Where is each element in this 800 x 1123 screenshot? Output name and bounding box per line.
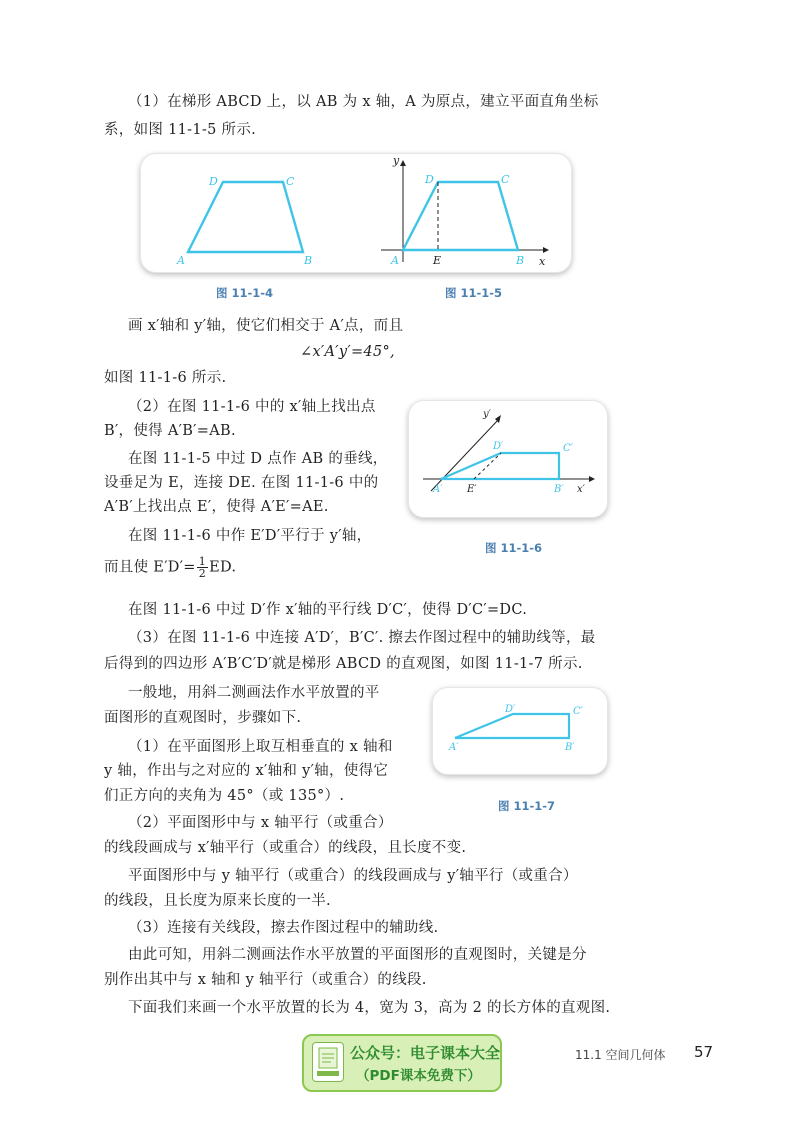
label-b: B [516,254,525,267]
label-a: A′ [433,484,443,495]
label-x: x [539,255,546,268]
paragraph-conclusion-line2: 别作出其中与 x 轴和 y 轴平行（或重合）的线段. [104,972,427,988]
paragraph-rule2-line2: 的线段画成与 x′轴平行（或重合）的线段，且长度不变. [104,840,467,856]
label-e: E′ [467,484,477,495]
banner-subtitle: （PDF课本免费下） [356,1068,481,1084]
label-e: E [433,254,442,267]
chapter-label: 11.1 空间几何体 [575,1048,666,1062]
label-y-prime: y′ [483,409,491,420]
label-a: A′ [449,742,459,753]
fraction-numerator: 1 [198,555,207,568]
ed-text-post: ED. [209,559,237,576]
figure-box-11-1-6 [408,400,608,518]
paragraph-rule3: （3）连接有关线段，擦去作图过程中的辅助线. [128,920,439,936]
fraction-half [197,556,208,579]
paragraph-dc-line: 在图 11-1-6 中过 D′作 x′轴的平行线 D′C′，使得 D′C′=DC. [128,602,528,618]
figure-box-11-1-7 [432,687,608,775]
label-a: A [391,254,399,267]
trapezoid-result [455,714,569,738]
paragraph-step1-line1: （1）在梯形 ABCD 上，以 AB 为 x 轴，A 为原点，建立平面直角坐标 [128,94,599,110]
y-prime-axis [431,419,499,491]
figure-11-1-7-drawing [433,688,607,774]
label-b: B′ [565,742,575,753]
figure-11-1-4-5-drawing [141,154,571,272]
label-d: D′ [493,441,504,452]
promo-banner[interactable] [302,1034,502,1092]
paragraph-axes-line2: 如图 11-1-6 所示. [104,370,227,386]
label-c: C′ [563,443,573,454]
label-b: B′ [554,484,564,495]
paragraph-conclusion-line1: 由此可知，用斜二测画法作水平放置的平面图形的直观图时，关键是分 [128,947,587,963]
paragraph-rule1-line1: （1）在平面图形上取互相垂直的 x 轴和 [128,739,393,755]
paragraph-axes-line1: 画 x′轴和 y′轴，使它们相交于 A′点，而且 [128,318,404,334]
figure-box-11-1-4-5 [140,153,572,273]
paragraph-perp-line3: A′B′上找出点 E′，使得 A′E′=AE. [104,499,329,515]
trapezoid-abcd-coord [403,182,518,250]
caption-11-1-6: 图 11-1-6 [485,541,543,555]
paragraph-perp-line1: 在图 11-1-5 中过 D 点作 AB 的垂线， [128,451,388,467]
paragraph-perp-line2: 设垂足为 E，连接 DE. 在图 11-1-6 中的 [104,475,379,491]
segment-e-d [474,453,501,479]
paragraph-step3-line1: （3）在图 11-1-6 中连接 A′D′，B′C′. 擦去作图过程中的辅助线等，最 [128,630,596,646]
paragraph-rule2b-line1: 平面图形中与 y 轴平行（或重合）的线段画成与 y′轴平行（或重合） [128,868,578,884]
label-a: A [177,254,185,267]
label-x-prime: x′ [577,484,585,495]
paragraph-rule1-line2: y 轴，作出与之对应的 x′轴和 y′轴，使得它 [104,763,389,779]
banner-title: 公众号：电子课本大全 [350,1044,501,1062]
paragraph-rule2b-line2: 的线段，且长度为原来长度的一半. [104,893,331,909]
x-prime-axis-arrow [589,476,595,482]
paragraph-general-line1: 一般地，用斜二测画法作水平放置的平 [128,685,380,701]
label-c: C′ [573,706,583,717]
formula-angle: ∠x′A′y′=45°, [300,344,395,360]
trapezoid-abcd [188,182,303,252]
label-d: D [425,173,434,186]
caption-11-1-7: 图 11-1-7 [498,799,556,813]
ed-text-pre: 而且使 E′D′= [104,559,196,576]
paragraph-step3-line2: 后得到的四边形 A′B′C′D′就是梯形 ABCD 的直观图，如图 11-1-7 所示. [104,656,583,672]
paragraph-step2-line1: （2）在图 11-1-6 中的 x′轴上找出点 [128,399,376,415]
caption-11-1-5: 图 11-1-5 [445,286,503,300]
label-d: D [209,175,218,188]
paragraph-step1-line2: 系，如图 11-1-5 所示. [104,122,257,138]
paragraph-rule2-line1: （2）平面图形中与 x 轴平行（或重合） [128,815,393,831]
label-y: y [393,154,400,167]
book-icon [312,1042,344,1082]
book-icon-graphic [313,1043,343,1081]
label-b: B [304,254,313,267]
label-c: C [286,175,295,188]
label-c: C [501,173,510,186]
paragraph-general-line2: 面图形的直观图时，步骤如下. [104,710,302,726]
figure-11-1-6-drawing [409,401,607,517]
paragraph-rule1-line3: 们正方向的夹角为 45°（或 135°）. [104,788,345,804]
caption-11-1-4: 图 11-1-4 [216,286,274,300]
page-number: 57 [694,1043,714,1061]
paragraph-step2-line2: B′，使得 A′B′=AB. [104,423,236,439]
fraction-denominator: 2 [198,567,207,580]
paragraph-next-example: 下面我们来画一个水平放置的长为 4，宽为 3，高为 2 的长方体的直观图. [128,1000,611,1016]
y-axis-arrow [400,160,406,166]
label-d: D′ [505,704,516,715]
x-axis-arrow [543,247,549,253]
paragraph-ed-line2 [104,556,236,579]
trapezoid-oblique [441,453,559,479]
paragraph-ed-line1: 在图 11-1-6 中作 E′D′平行于 y′轴， [128,528,372,544]
